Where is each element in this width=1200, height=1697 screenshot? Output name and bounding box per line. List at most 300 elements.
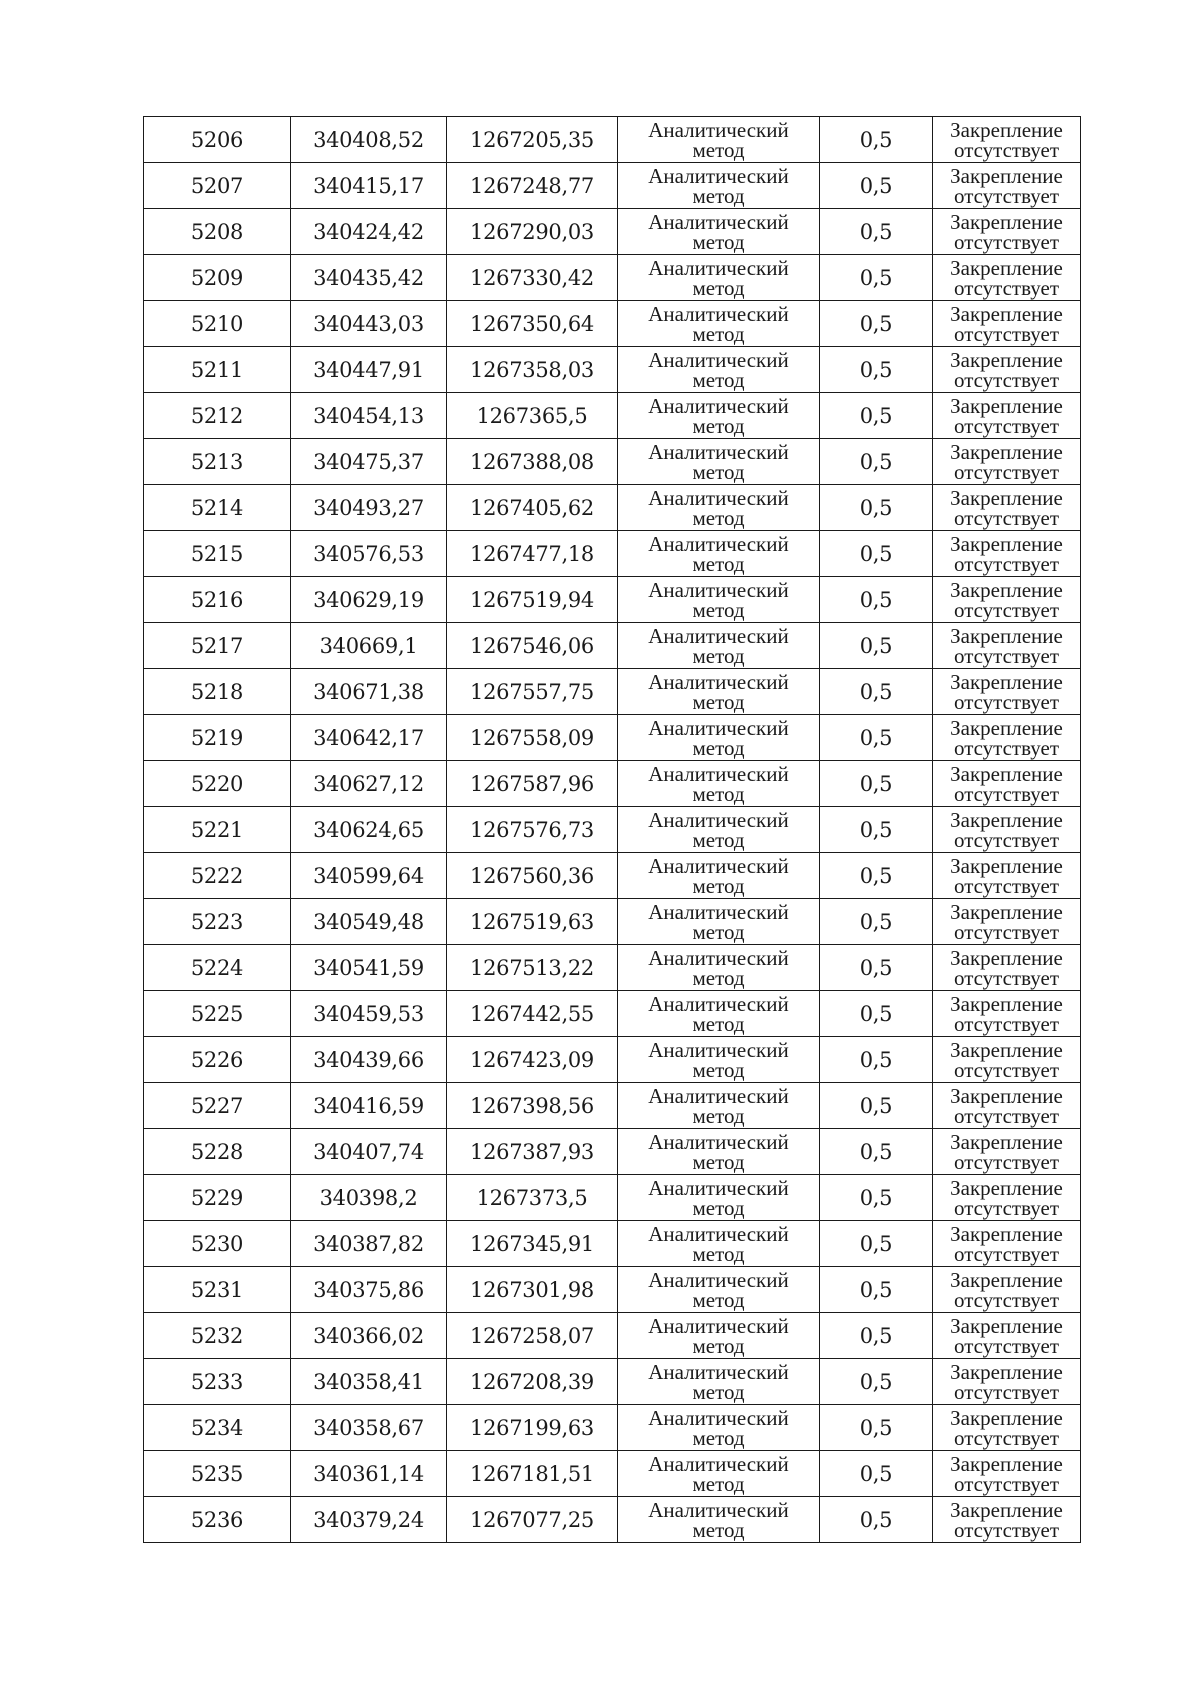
method-cell-line2: метод <box>692 1011 745 1036</box>
y-coordinate-cell: 1267519,94 <box>447 577 618 623</box>
table-row <box>144 1129 1081 1175</box>
method-cell-line2: метод <box>692 689 745 714</box>
fixing-cell <box>933 1405 1081 1451</box>
x-coordinate-cell: 340358,67 <box>291 1405 447 1451</box>
fixing-cell-line2: отсутствует <box>953 735 1060 760</box>
fixing-cell-line2: отсутствует <box>953 873 1060 898</box>
y-coordinate-cell: 1267423,09 <box>447 1037 618 1083</box>
fixing-cell-line1: Закрепление <box>950 163 1063 188</box>
method-cell-line1: Аналитический <box>648 899 789 924</box>
fixing-cell <box>933 1267 1081 1313</box>
fixing-cell-line1: Закрепление <box>950 1267 1063 1292</box>
point-number-cell: 5216 <box>144 577 291 623</box>
point-number-cell: 5235 <box>144 1451 291 1497</box>
x-coordinate-cell: 340407,74 <box>291 1129 447 1175</box>
x-coordinate-cell: 340439,66 <box>291 1037 447 1083</box>
table-row <box>144 899 1081 945</box>
fixing-cell <box>933 117 1081 163</box>
point-number-cell: 5222 <box>144 853 291 899</box>
fixing-cell-line1: Закрепление <box>950 623 1063 648</box>
accuracy-cell: 0,5 <box>820 715 933 761</box>
method-cell <box>618 1359 820 1405</box>
fixing-cell-line1: Закрепление <box>950 991 1063 1016</box>
x-coordinate-cell: 340642,17 <box>291 715 447 761</box>
point-number-cell: 5209 <box>144 255 291 301</box>
fixing-cell-line1: Закрепление <box>950 1359 1063 1384</box>
y-coordinate-cell: 1267519,63 <box>447 899 618 945</box>
point-number-cell: 5232 <box>144 1313 291 1359</box>
method-cell-line1: Аналитический <box>648 991 789 1016</box>
y-coordinate-cell: 1267405,62 <box>447 485 618 531</box>
method-cell-line2: метод <box>692 1379 745 1404</box>
x-coordinate-cell: 340549,48 <box>291 899 447 945</box>
accuracy-cell: 0,5 <box>820 1037 933 1083</box>
method-cell-line1: Аналитический <box>648 347 789 372</box>
method-cell <box>618 209 820 255</box>
y-coordinate-cell: 1267077,25 <box>447 1497 618 1543</box>
fixing-cell <box>933 623 1081 669</box>
point-number-cell: 5206 <box>144 117 291 163</box>
y-coordinate-cell: 1267558,09 <box>447 715 618 761</box>
fixing-cell <box>933 577 1081 623</box>
fixing-cell <box>933 347 1081 393</box>
fixing-cell-line2: отсутствует <box>953 1517 1060 1542</box>
accuracy-cell: 0,5 <box>820 531 933 577</box>
method-cell-line1: Аналитический <box>648 209 789 234</box>
accuracy-cell: 0,5 <box>820 623 933 669</box>
point-number-cell: 5208 <box>144 209 291 255</box>
fixing-cell <box>933 163 1081 209</box>
method-cell-line2: метод <box>692 965 745 990</box>
method-cell <box>618 163 820 209</box>
x-coordinate-cell: 340398,2 <box>291 1175 447 1221</box>
y-coordinate-cell: 1267330,42 <box>447 255 618 301</box>
coordinates-table-body <box>144 117 1081 1543</box>
fixing-cell-line2: отсутствует <box>953 229 1060 254</box>
fixing-cell-line2: отсутствует <box>953 597 1060 622</box>
point-number-cell: 5219 <box>144 715 291 761</box>
fixing-cell <box>933 301 1081 347</box>
fixing-cell <box>933 1451 1081 1497</box>
point-number-cell: 5227 <box>144 1083 291 1129</box>
method-cell-line1: Аналитический <box>648 1359 789 1384</box>
fixing-cell-line2: отсутствует <box>953 183 1060 208</box>
method-cell <box>618 1267 820 1313</box>
method-cell-line2: метод <box>692 1195 745 1220</box>
x-coordinate-cell: 340669,1 <box>291 623 447 669</box>
fixing-cell <box>933 1497 1081 1543</box>
method-cell-line1: Аналитический <box>648 1313 789 1338</box>
fixing-cell-line1: Закрепление <box>950 853 1063 878</box>
fixing-cell-line2: отсутствует <box>953 413 1060 438</box>
table-row <box>144 1221 1081 1267</box>
table-row <box>144 669 1081 715</box>
method-cell <box>618 255 820 301</box>
method-cell-line2: метод <box>692 1333 745 1358</box>
method-cell <box>618 1221 820 1267</box>
method-cell <box>618 347 820 393</box>
method-cell-line1: Аналитический <box>648 1221 789 1246</box>
table-row <box>144 1037 1081 1083</box>
accuracy-cell: 0,5 <box>820 1175 933 1221</box>
point-number-cell: 5215 <box>144 531 291 577</box>
y-coordinate-cell: 1267301,98 <box>447 1267 618 1313</box>
y-coordinate-cell: 1267513,22 <box>447 945 618 991</box>
method-cell <box>618 1175 820 1221</box>
method-cell-line2: метод <box>692 1149 745 1174</box>
y-coordinate-cell: 1267442,55 <box>447 991 618 1037</box>
fixing-cell-line2: отсутствует <box>953 643 1060 668</box>
method-cell-line1: Аналитический <box>648 669 789 694</box>
point-number-cell: 5207 <box>144 163 291 209</box>
x-coordinate-cell: 340358,41 <box>291 1359 447 1405</box>
method-cell-line2: метод <box>692 551 745 576</box>
method-cell <box>618 623 820 669</box>
fixing-cell-line2: отсутствует <box>953 1149 1060 1174</box>
point-number-cell: 5223 <box>144 899 291 945</box>
y-coordinate-cell: 1267365,5 <box>447 393 618 439</box>
point-number-cell: 5217 <box>144 623 291 669</box>
x-coordinate-cell: 340454,13 <box>291 393 447 439</box>
method-cell-line1: Аналитический <box>648 393 789 418</box>
method-cell <box>618 485 820 531</box>
fixing-cell-line2: отсутствует <box>953 1333 1060 1358</box>
x-coordinate-cell: 340379,24 <box>291 1497 447 1543</box>
fixing-cell <box>933 393 1081 439</box>
method-cell-line2: метод <box>692 597 745 622</box>
fixing-cell <box>933 531 1081 577</box>
fixing-cell-line1: Закрепление <box>950 715 1063 740</box>
accuracy-cell: 0,5 <box>820 1359 933 1405</box>
fixing-cell <box>933 1221 1081 1267</box>
fixing-cell-line2: отсутствует <box>953 1011 1060 1036</box>
method-cell-line1: Аналитический <box>648 1497 789 1522</box>
table-row <box>144 1083 1081 1129</box>
table-row <box>144 761 1081 807</box>
accuracy-cell: 0,5 <box>820 1267 933 1313</box>
x-coordinate-cell: 340408,52 <box>291 117 447 163</box>
fixing-cell-line2: отсутствует <box>953 275 1060 300</box>
x-coordinate-cell: 340576,53 <box>291 531 447 577</box>
method-cell-line1: Аналитический <box>648 531 789 556</box>
fixing-cell <box>933 715 1081 761</box>
fixing-cell-line2: отсутствует <box>953 781 1060 806</box>
accuracy-cell: 0,5 <box>820 853 933 899</box>
fixing-cell-line2: отсутствует <box>953 1379 1060 1404</box>
fixing-cell <box>933 209 1081 255</box>
fixing-cell-line1: Закрепление <box>950 209 1063 234</box>
method-cell-line1: Аналитический <box>648 761 789 786</box>
x-coordinate-cell: 340387,82 <box>291 1221 447 1267</box>
fixing-cell-line2: отсутствует <box>953 965 1060 990</box>
method-cell <box>618 899 820 945</box>
table-row <box>144 1405 1081 1451</box>
x-coordinate-cell: 340671,38 <box>291 669 447 715</box>
y-coordinate-cell: 1267350,64 <box>447 301 618 347</box>
fixing-cell-line1: Закрепление <box>950 117 1063 142</box>
fixing-cell-line1: Закрепление <box>950 1313 1063 1338</box>
method-cell-line2: метод <box>692 505 745 530</box>
fixing-cell-line1: Закрепление <box>950 669 1063 694</box>
point-number-cell: 5221 <box>144 807 291 853</box>
accuracy-cell: 0,5 <box>820 117 933 163</box>
y-coordinate-cell: 1267205,35 <box>447 117 618 163</box>
method-cell-line2: метод <box>692 229 745 254</box>
method-cell-line1: Аналитический <box>648 301 789 326</box>
y-coordinate-cell: 1267373,5 <box>447 1175 618 1221</box>
fixing-cell-line2: отсутствует <box>953 827 1060 852</box>
fixing-cell <box>933 669 1081 715</box>
x-coordinate-cell: 340475,37 <box>291 439 447 485</box>
coordinates-table <box>143 116 1081 1543</box>
method-cell-line2: метод <box>692 367 745 392</box>
point-number-cell: 5225 <box>144 991 291 1037</box>
method-cell <box>618 577 820 623</box>
table-row <box>144 807 1081 853</box>
accuracy-cell: 0,5 <box>820 301 933 347</box>
accuracy-cell: 0,5 <box>820 393 933 439</box>
fixing-cell-line2: отсутствует <box>953 551 1060 576</box>
table-row <box>144 117 1081 163</box>
accuracy-cell: 0,5 <box>820 439 933 485</box>
method-cell <box>618 301 820 347</box>
accuracy-cell: 0,5 <box>820 1313 933 1359</box>
accuracy-cell: 0,5 <box>820 761 933 807</box>
y-coordinate-cell: 1267199,63 <box>447 1405 618 1451</box>
method-cell-line2: метод <box>692 919 745 944</box>
fixing-cell-line1: Закрепление <box>950 347 1063 372</box>
point-number-cell: 5233 <box>144 1359 291 1405</box>
fixing-cell-line2: отсутствует <box>953 1287 1060 1312</box>
x-coordinate-cell: 340443,03 <box>291 301 447 347</box>
method-cell <box>618 761 820 807</box>
fixing-cell <box>933 1129 1081 1175</box>
table-row <box>144 623 1081 669</box>
fixing-cell-line2: отсутствует <box>953 505 1060 530</box>
method-cell-line2: метод <box>692 413 745 438</box>
method-cell <box>618 439 820 485</box>
method-cell-line1: Аналитический <box>648 117 789 142</box>
method-cell-line2: метод <box>692 321 745 346</box>
point-number-cell: 5231 <box>144 1267 291 1313</box>
point-number-cell: 5229 <box>144 1175 291 1221</box>
fixing-cell-line2: отсутствует <box>953 367 1060 392</box>
fixing-cell-line1: Закрепление <box>950 761 1063 786</box>
table-row <box>144 209 1081 255</box>
table-row <box>144 1313 1081 1359</box>
method-cell-line2: метод <box>692 183 745 208</box>
x-coordinate-cell: 340459,53 <box>291 991 447 1037</box>
accuracy-cell: 0,5 <box>820 991 933 1037</box>
method-cell-line1: Аналитический <box>648 439 789 464</box>
method-cell-line1: Аналитический <box>648 485 789 510</box>
fixing-cell-line2: отсутствует <box>953 1471 1060 1496</box>
point-number-cell: 5213 <box>144 439 291 485</box>
fixing-cell-line1: Закрепление <box>950 1497 1063 1522</box>
point-number-cell: 5210 <box>144 301 291 347</box>
fixing-cell <box>933 439 1081 485</box>
accuracy-cell: 0,5 <box>820 669 933 715</box>
method-cell-line1: Аналитический <box>648 1129 789 1154</box>
fixing-cell-line2: отсутствует <box>953 1057 1060 1082</box>
method-cell-line2: метод <box>692 1517 745 1542</box>
method-cell-line1: Аналитический <box>648 1267 789 1292</box>
fixing-cell <box>933 485 1081 531</box>
table-row <box>144 439 1081 485</box>
table-row <box>144 163 1081 209</box>
method-cell-line2: метод <box>692 735 745 760</box>
method-cell-line2: метод <box>692 1241 745 1266</box>
table-row <box>144 531 1081 577</box>
y-coordinate-cell: 1267290,03 <box>447 209 618 255</box>
fixing-cell-line1: Закрепление <box>950 899 1063 924</box>
fixing-cell-line1: Закрепление <box>950 1037 1063 1062</box>
method-cell <box>618 991 820 1037</box>
x-coordinate-cell: 340435,42 <box>291 255 447 301</box>
fixing-cell-line1: Закрепление <box>950 485 1063 510</box>
fixing-cell <box>933 1037 1081 1083</box>
table-row <box>144 945 1081 991</box>
table-row <box>144 255 1081 301</box>
y-coordinate-cell: 1267248,77 <box>447 163 618 209</box>
point-number-cell: 5224 <box>144 945 291 991</box>
fixing-cell-line1: Закрепление <box>950 1451 1063 1476</box>
y-coordinate-cell: 1267477,18 <box>447 531 618 577</box>
method-cell-line1: Аналитический <box>648 1175 789 1200</box>
table-row <box>144 1451 1081 1497</box>
fixing-cell <box>933 853 1081 899</box>
method-cell <box>618 1497 820 1543</box>
y-coordinate-cell: 1267587,96 <box>447 761 618 807</box>
fixing-cell-line2: отсутствует <box>953 689 1060 714</box>
method-cell <box>618 1405 820 1451</box>
table-row <box>144 347 1081 393</box>
method-cell-line2: метод <box>692 459 745 484</box>
method-cell-line2: метод <box>692 1057 745 1082</box>
point-number-cell: 5228 <box>144 1129 291 1175</box>
point-number-cell: 5236 <box>144 1497 291 1543</box>
method-cell-line1: Аналитический <box>648 1405 789 1430</box>
fixing-cell-line1: Закрепление <box>950 531 1063 556</box>
method-cell-line2: метод <box>692 643 745 668</box>
fixing-cell <box>933 1083 1081 1129</box>
method-cell-line1: Аналитический <box>648 945 789 970</box>
table-row <box>144 1497 1081 1543</box>
x-coordinate-cell: 340447,91 <box>291 347 447 393</box>
fixing-cell-line1: Закрепление <box>950 301 1063 326</box>
y-coordinate-cell: 1267258,07 <box>447 1313 618 1359</box>
fixing-cell-line2: отсутствует <box>953 1425 1060 1450</box>
point-number-cell: 5211 <box>144 347 291 393</box>
method-cell-line1: Аналитический <box>648 1083 789 1108</box>
x-coordinate-cell: 340541,59 <box>291 945 447 991</box>
point-number-cell: 5226 <box>144 1037 291 1083</box>
fixing-cell-line2: отсутствует <box>953 1241 1060 1266</box>
accuracy-cell: 0,5 <box>820 1497 933 1543</box>
x-coordinate-cell: 340624,65 <box>291 807 447 853</box>
fixing-cell-line1: Закрепление <box>950 577 1063 602</box>
fixing-cell-line2: отсутствует <box>953 459 1060 484</box>
table-row <box>144 1175 1081 1221</box>
fixing-cell-line1: Закрепление <box>950 1083 1063 1108</box>
method-cell-line1: Аналитический <box>648 807 789 832</box>
x-coordinate-cell: 340366,02 <box>291 1313 447 1359</box>
y-coordinate-cell: 1267546,06 <box>447 623 618 669</box>
fixing-cell-line1: Закрепление <box>950 1405 1063 1430</box>
accuracy-cell: 0,5 <box>820 577 933 623</box>
method-cell <box>618 1129 820 1175</box>
x-coordinate-cell: 340493,27 <box>291 485 447 531</box>
fixing-cell <box>933 807 1081 853</box>
x-coordinate-cell: 340375,86 <box>291 1267 447 1313</box>
point-number-cell: 5234 <box>144 1405 291 1451</box>
table-row <box>144 715 1081 761</box>
table-row <box>144 301 1081 347</box>
table-row <box>144 485 1081 531</box>
method-cell-line1: Аналитический <box>648 163 789 188</box>
point-number-cell: 5218 <box>144 669 291 715</box>
fixing-cell-line1: Закрепление <box>950 393 1063 418</box>
fixing-cell <box>933 899 1081 945</box>
method-cell-line1: Аналитический <box>648 715 789 740</box>
fixing-cell <box>933 1175 1081 1221</box>
method-cell <box>618 1313 820 1359</box>
y-coordinate-cell: 1267345,91 <box>447 1221 618 1267</box>
method-cell-line2: метод <box>692 275 745 300</box>
x-coordinate-cell: 340415,17 <box>291 163 447 209</box>
fixing-cell <box>933 945 1081 991</box>
method-cell-line2: метод <box>692 1471 745 1496</box>
x-coordinate-cell: 340629,19 <box>291 577 447 623</box>
x-coordinate-cell: 340627,12 <box>291 761 447 807</box>
fixing-cell-line1: Закрепление <box>950 1129 1063 1154</box>
method-cell-line2: метод <box>692 1103 745 1128</box>
accuracy-cell: 0,5 <box>820 255 933 301</box>
y-coordinate-cell: 1267358,03 <box>447 347 618 393</box>
accuracy-cell: 0,5 <box>820 807 933 853</box>
point-number-cell: 5214 <box>144 485 291 531</box>
fixing-cell-line2: отсутствует <box>953 919 1060 944</box>
x-coordinate-cell: 340424,42 <box>291 209 447 255</box>
accuracy-cell: 0,5 <box>820 347 933 393</box>
method-cell <box>618 531 820 577</box>
method-cell-line2: метод <box>692 873 745 898</box>
accuracy-cell: 0,5 <box>820 1221 933 1267</box>
table-row <box>144 991 1081 1037</box>
fixing-cell-line1: Закрепление <box>950 807 1063 832</box>
accuracy-cell: 0,5 <box>820 485 933 531</box>
x-coordinate-cell: 340599,64 <box>291 853 447 899</box>
method-cell-line1: Аналитический <box>648 1037 789 1062</box>
fixing-cell-line1: Закрепление <box>950 439 1063 464</box>
point-number-cell: 5230 <box>144 1221 291 1267</box>
method-cell-line1: Аналитический <box>648 255 789 280</box>
fixing-cell-line2: отсутствует <box>953 321 1060 346</box>
method-cell-line1: Аналитический <box>648 1451 789 1476</box>
y-coordinate-cell: 1267388,08 <box>447 439 618 485</box>
table-row <box>144 393 1081 439</box>
method-cell <box>618 117 820 163</box>
accuracy-cell: 0,5 <box>820 899 933 945</box>
method-cell-line1: Аналитический <box>648 577 789 602</box>
y-coordinate-cell: 1267557,75 <box>447 669 618 715</box>
accuracy-cell: 0,5 <box>820 1129 933 1175</box>
accuracy-cell: 0,5 <box>820 163 933 209</box>
method-cell-line2: метод <box>692 1425 745 1450</box>
accuracy-cell: 0,5 <box>820 1405 933 1451</box>
method-cell <box>618 669 820 715</box>
table-row <box>144 577 1081 623</box>
